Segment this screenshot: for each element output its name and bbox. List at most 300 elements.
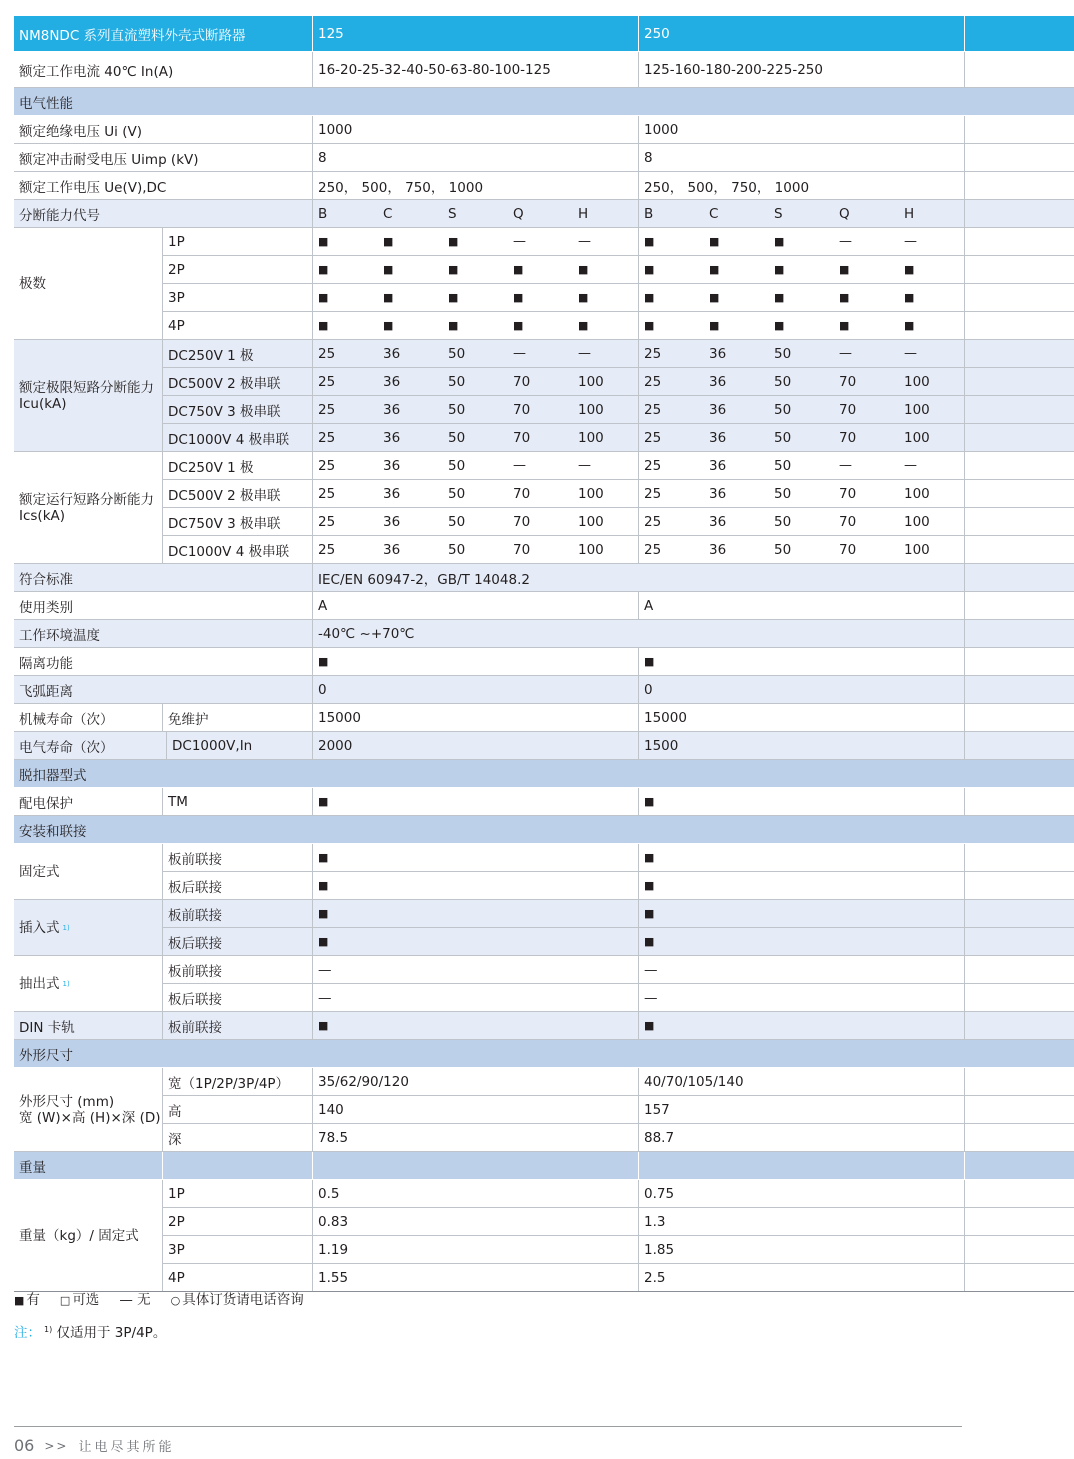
icu-dc750-row-cell-10: 100 (904, 401, 930, 418)
uimp-row-cell-3 (964, 144, 1074, 171)
pole-1p-row-cell-3: ■ (448, 235, 459, 248)
dims-depth-row-cell-0: 深 (162, 1124, 312, 1151)
weight-2p-row-cell-2: 1.3 (638, 1208, 964, 1235)
withdraw-front-row-cell-2: — (638, 956, 964, 983)
ics-dc750-row-cell-7: 36 (709, 513, 727, 530)
icu-dc1000-row-cell-7: 36 (709, 429, 727, 446)
footer-divider (14, 1426, 962, 1427)
ics-dc1000-row-cell-4: 70 (513, 541, 531, 558)
dims-width-row-cell-0: 宽（1P/2P/3P/4P） (162, 1068, 312, 1095)
icu-dc500-row-cell-4: 70 (513, 373, 531, 390)
plugin-front-row-cell-0: 板前联接 (162, 900, 312, 927)
legend-yes-label: 有 (26, 1292, 40, 1308)
pole-4p-row-cell-10: ■ (904, 319, 915, 332)
breaking-code-row-cell-3: S (448, 205, 457, 222)
pole-3p-row-cell-10: ■ (904, 291, 915, 304)
footnote-ref: 1) (62, 979, 70, 988)
ics-dc500-row-cell-7: 36 (709, 485, 727, 502)
breaking-code-row-cell-0: 分断能力代号 (19, 207, 100, 224)
icu-dc1000-row-cell-0: DC1000V 4 极串联 (162, 424, 312, 451)
fixed-rear-row-cell-1: ■ (312, 872, 638, 899)
ue-row-cell-0: 额定工作电压 Ue(V),DC (19, 179, 167, 196)
dims-height-row-cell-1: 140 (312, 1096, 638, 1123)
ics-dc1000-row-cell-7: 36 (709, 541, 727, 558)
arc-row-cell-1: 0 (312, 676, 638, 703)
ics-dc250-row-cell-1: 25 (312, 452, 378, 479)
legend-optional-label: 可选 (72, 1292, 100, 1308)
isolation-row-cell-1: ■ (312, 648, 638, 675)
pole-1p-row-cell-6: ■ (638, 228, 704, 255)
isolation-row-cell-0: 隔离功能 (19, 655, 73, 672)
icu-dc250-row-cell-4: — (513, 346, 526, 361)
circle-icon: ○ (170, 1294, 181, 1307)
dims-depth-row-cell-1: 78.5 (312, 1124, 638, 1151)
icu-dc500-row-cell-5: 100 (578, 373, 604, 390)
ics-dc750-row-cell-3: 50 (448, 513, 466, 530)
weight-3p-row-cell-0: 3P (162, 1236, 312, 1263)
icu-dc500-row-cell-7: 36 (709, 373, 727, 390)
withdraw-rear-row (14, 984, 1074, 1012)
ics-dc250-row-cell-6: 25 (638, 452, 704, 479)
dims-width-row-cell-1: 35/62/90/120 (312, 1068, 638, 1095)
ics-dc250-row-cell-5: — (578, 458, 591, 473)
ics-dc250-row-cell-9: — (839, 458, 852, 473)
filled-square-icon: ■ (14, 1294, 25, 1307)
withdraw-rear-row-cell-3 (964, 984, 1074, 1011)
footnote-text: 仅适用于 3P/4P。 (56, 1325, 167, 1341)
standard-row-cell-1: IEC/EN 60947-2，GB/T 14048.2 (312, 564, 964, 591)
ics-dc1000-row (14, 536, 1074, 564)
icu-dc250-row-cell-7: 36 (709, 345, 727, 362)
pole-3p-row-cell-8: ■ (774, 291, 785, 304)
pole-2p-row-cell-5: ■ (578, 263, 589, 276)
pole-4p-row-cell-3: ■ (448, 319, 459, 332)
pole-4p-row-cell-8: ■ (774, 319, 785, 332)
dims-group-label-line-1: 外形尺寸 (mm) (19, 1093, 115, 1110)
ics-dc1000-row-cell-11 (964, 536, 1074, 563)
standard-row-cell-2 (964, 564, 1074, 591)
legend-yes (14, 1288, 40, 1308)
fixed-rear-row-cell-3 (964, 872, 1074, 899)
pole-3p-row-cell-2: ■ (383, 291, 394, 304)
pole-1p-row-cell-4: — (513, 234, 526, 249)
ics-dc1000-row-cell-0: DC1000V 4 极串联 (162, 536, 312, 563)
weight-group-label (14, 1180, 162, 1291)
dims-height-row-cell-3 (964, 1096, 1074, 1123)
ics-dc250-row-cell-11 (964, 452, 1074, 479)
breaking-code-row-cell-9: Q (839, 205, 850, 222)
breaking-code-row-cell-10: H (904, 205, 915, 222)
plugin-front-row-cell-1: ■ (312, 900, 638, 927)
dash-icon: — (119, 1292, 133, 1308)
weight-1p-row-cell-2: 0.75 (638, 1180, 964, 1207)
uimp-row (14, 144, 1074, 172)
icu-dc250-row-cell-5: — (578, 346, 591, 361)
elec-life-row-cell-2: 2000 (312, 732, 638, 759)
legend-none (119, 1288, 150, 1308)
dims-height-row-cell-2: 157 (638, 1096, 964, 1123)
header-row-cell-1: 125 (312, 16, 638, 51)
breaking-code-row-cell-6: B (638, 200, 704, 227)
plugin-rear-row-cell-0: 板后联接 (162, 928, 312, 955)
ics-dc250-row-cell-3: 50 (448, 457, 466, 474)
breaking-code-row-cell-2: C (383, 205, 393, 222)
section-trip-cell-0: 脱扣器型式 (19, 767, 87, 784)
icu-dc750-row-cell-5: 100 (578, 401, 604, 418)
standard-row-cell-0: 符合标准 (19, 571, 73, 588)
poles-group-label (14, 228, 162, 339)
breaking-code-row-cell-5: H (578, 205, 589, 222)
icu-dc250-row-cell-1: 25 (312, 340, 378, 367)
breaking-code-row-cell-1: B (312, 200, 378, 227)
pole-3p-row-cell-7: ■ (709, 291, 720, 304)
pole-2p-row-cell-9: ■ (839, 263, 850, 276)
pole-2p-row-cell-2: ■ (383, 263, 394, 276)
icu-dc500-row-cell-6: 25 (638, 368, 704, 395)
arc-row (14, 676, 1074, 704)
category-row-cell-2: A (638, 592, 964, 619)
icu-dc750-row-cell-6: 25 (638, 396, 704, 423)
pole-2p-row (14, 256, 1074, 284)
pole-3p-row-cell-5: ■ (578, 291, 589, 304)
pole-3p-row-cell-4: ■ (513, 291, 524, 304)
rated-current-row-cell-2: 125-160-180-200-225-250 (638, 52, 964, 87)
arc-row-cell-0: 飞弧距离 (19, 683, 73, 700)
weight-2p-row-cell-1: 0.83 (312, 1208, 638, 1235)
icu-dc750-row-cell-8: 50 (774, 401, 792, 418)
mech-life-row-cell-0: 机械寿命（次） (19, 711, 114, 728)
weight-3p-row-cell-3 (964, 1236, 1074, 1263)
fixed-rear-row-cell-0: 板后联接 (162, 872, 312, 899)
isolation-row (14, 648, 1074, 676)
icu-dc750-row-cell-9: 70 (839, 401, 857, 418)
page-footer (14, 1436, 174, 1455)
ue-row-cell-2: 250， 500， 750， 1000 (638, 172, 964, 199)
pole-4p-row-cell-2: ■ (383, 319, 394, 332)
ics-dc250-row-cell-8: 50 (774, 457, 792, 474)
weight-3p-row (14, 1236, 1074, 1264)
ics-dc1000-row-cell-10: 100 (904, 541, 930, 558)
section-weight-cell-1 (162, 1152, 312, 1179)
legend-inquire-label: 具体订货请电话咨询 (182, 1292, 304, 1308)
ue-row (14, 172, 1074, 200)
icu-dc1000-row-cell-10: 100 (904, 429, 930, 446)
category-row (14, 592, 1074, 620)
weight-2p-row (14, 1208, 1074, 1236)
pole-1p-row-cell-11 (964, 228, 1074, 255)
mech-life-row-cell-4 (964, 704, 1074, 731)
ics-dc750-row-cell-6: 25 (638, 508, 704, 535)
ics-dc500-row-cell-4: 70 (513, 485, 531, 502)
icu-dc250-row-cell-6: 25 (638, 340, 704, 367)
pole-4p-row (14, 312, 1074, 340)
din-row-cell-4 (964, 1012, 1074, 1039)
rated-current-row (14, 52, 1074, 88)
withdraw-group-label-text: 抽出式 (19, 975, 60, 992)
withdraw-front-row-cell-1: — (312, 956, 638, 983)
ics-dc750-row (14, 508, 1074, 536)
plugin-front-row (14, 900, 1074, 936)
ics-dc500-row-cell-3: 50 (448, 485, 466, 502)
temp-row-cell-2 (964, 620, 1074, 647)
icu-dc500-row-cell-3: 50 (448, 373, 466, 390)
ics-dc250-row-cell-2: 36 (383, 457, 401, 474)
ics-group-label-text: 额定运行短路分断能力 Ics(kA) (19, 491, 154, 524)
ui-row-cell-2: 1000 (638, 116, 964, 143)
temp-row-cell-1: -40℃ ~+70℃ (312, 620, 964, 647)
weight-3p-row-cell-2: 1.85 (638, 1236, 964, 1263)
slogan: 让电尽其所能 (78, 1440, 175, 1455)
withdraw-front-row-cell-3 (964, 956, 1074, 983)
icu-dc750-row-cell-3: 50 (448, 401, 466, 418)
isolation-row-cell-3 (964, 648, 1074, 675)
plugin-front-row-cell-3 (964, 900, 1074, 927)
legend (14, 1288, 304, 1308)
pole-4p-row-cell-1: ■ (312, 312, 378, 339)
icu-dc500-row-cell-1: 25 (312, 368, 378, 395)
category-row-cell-1: A (312, 592, 638, 619)
mech-life-row-cell-1: 免维护 (162, 704, 312, 731)
weight-4p-row-cell-0: 4P (162, 1264, 312, 1291)
mech-life-row-cell-3: 15000 (638, 704, 964, 731)
ics-dc500-row-cell-0: DC500V 2 极串联 (162, 480, 312, 507)
dims-group-label-line-2: 宽 (W)×高 (H)×深 (D) (19, 1109, 161, 1126)
ics-dc500-row-cell-9: 70 (839, 485, 857, 502)
icu-dc1000-row-cell-6: 25 (638, 424, 704, 451)
withdraw-group-label (14, 956, 162, 1011)
dims-width-row-cell-2: 40/70/105/140 (638, 1068, 964, 1095)
pole-3p-row-cell-11 (964, 284, 1074, 311)
weight-group-label-text: 重量（kg）/ 固定式 (19, 1227, 139, 1244)
dims-width-row-cell-3 (964, 1068, 1074, 1095)
legend-optional (60, 1288, 99, 1308)
ics-dc750-row-cell-4: 70 (513, 513, 531, 530)
ics-dc500-row-cell-8: 50 (774, 485, 792, 502)
icu-dc1000-row-cell-5: 100 (578, 429, 604, 446)
fixed-front-row-cell-3 (964, 844, 1074, 871)
icu-dc1000-row-cell-8: 50 (774, 429, 792, 446)
ui-row-cell-0: 额定绝缘电压 Ui (V) (19, 123, 142, 140)
fixed-front-row (14, 844, 1074, 880)
section-electrical-cell-0: 电气性能 (19, 95, 73, 112)
icu-dc1000-row-cell-1: 25 (312, 424, 378, 451)
section-weight-cell-4 (964, 1152, 1074, 1179)
fixed-rear-row (14, 872, 1074, 900)
icu-dc1000-row-cell-9: 70 (839, 429, 857, 446)
legend-inquire (171, 1288, 304, 1308)
fixed-group-label-text: 固定式 (19, 863, 60, 880)
dims-depth-row-cell-3 (964, 1124, 1074, 1151)
pole-1p-row-cell-0: 1P (162, 228, 312, 255)
mech-life-row (14, 704, 1074, 732)
dist-row-cell-2: ■ (312, 788, 638, 815)
breaking-code-row-cell-8: S (774, 205, 783, 222)
icu-dc500-row-cell-11 (964, 368, 1074, 395)
withdraw-front-row (14, 956, 1074, 992)
dist-row-cell-3: ■ (638, 788, 964, 815)
icu-dc750-row-cell-4: 70 (513, 401, 531, 418)
ics-dc1000-row-cell-2: 36 (383, 541, 401, 558)
fixed-group-label (14, 844, 162, 899)
icu-dc1000-row-cell-3: 50 (448, 429, 466, 446)
icu-dc500-row-cell-8: 50 (774, 373, 792, 390)
weight-2p-row-cell-3 (964, 1208, 1074, 1235)
pole-4p-row-cell-4: ■ (513, 319, 524, 332)
rated-current-row-cell-1: 16-20-25-32-40-50-63-80-100-125 (312, 52, 638, 87)
ics-dc1000-row-cell-5: 100 (578, 541, 604, 558)
ics-dc750-row-cell-9: 70 (839, 513, 857, 530)
pole-3p-row-cell-0: 3P (162, 284, 312, 311)
elec-life-row-cell-4 (964, 732, 1074, 759)
fixed-front-row-cell-1: ■ (312, 844, 638, 871)
icu-dc250-row-cell-9: — (839, 346, 852, 361)
ui-row-cell-1: 1000 (312, 116, 638, 143)
dims-height-row-cell-0: 高 (162, 1096, 312, 1123)
breaking-code-row-cell-7: C (709, 205, 719, 222)
pole-1p-row-cell-8: ■ (774, 235, 785, 248)
dims-depth-row-cell-2: 88.7 (638, 1124, 964, 1151)
pole-1p-row-cell-7: ■ (709, 235, 720, 248)
ics-dc500-row-cell-2: 36 (383, 485, 401, 502)
icu-dc250-row-cell-11 (964, 340, 1074, 367)
weight-4p-row-cell-1: 1.55 (312, 1264, 638, 1291)
dist-row (14, 788, 1074, 816)
weight-1p-row-cell-1: 0.5 (312, 1180, 638, 1207)
din-row (14, 1012, 1074, 1040)
weight-1p-row-cell-3 (964, 1180, 1074, 1207)
ics-dc750-row-cell-1: 25 (312, 508, 378, 535)
pole-2p-row-cell-6: ■ (638, 256, 704, 283)
plugin-rear-row (14, 928, 1074, 956)
header-row-cell-0: NM8NDC 系列直流塑料外壳式断路器 (19, 27, 246, 44)
isolation-row-cell-2: ■ (638, 648, 964, 675)
spec-table (14, 16, 1074, 1292)
arc-row-cell-2: 0 (638, 676, 964, 703)
temp-row (14, 620, 1074, 648)
din-row-cell-3: ■ (638, 1012, 964, 1039)
ics-dc1000-row-cell-3: 50 (448, 541, 466, 558)
section-weight (14, 1152, 1074, 1180)
footnote-label: 注： (14, 1325, 41, 1341)
breaking-code-row (14, 200, 1074, 228)
pole-4p-row-cell-7: ■ (709, 319, 720, 332)
dims-depth-row (14, 1124, 1074, 1152)
weight-1p-row-cell-0: 1P (162, 1180, 312, 1207)
elec-life-row-cell-0: 电气寿命（次） (19, 739, 114, 756)
elec-life-row-cell-1: DC1000V,In (166, 732, 312, 759)
fixed-front-row-cell-0: 板前联接 (162, 844, 312, 871)
ui-row-cell-3 (964, 116, 1074, 143)
din-row-cell-2: ■ (312, 1012, 638, 1039)
pole-3p-row-cell-6: ■ (638, 284, 704, 311)
ics-dc250-row-cell-0: DC250V 1 极 (162, 452, 312, 479)
footnote (14, 1321, 166, 1341)
category-row-cell-0: 使用类别 (19, 599, 73, 616)
section-weight-cell-0: 重量 (19, 1159, 46, 1176)
plugin-rear-row-cell-3 (964, 928, 1074, 955)
ics-dc250-row-cell-10: — (904, 458, 917, 473)
arrows-icon: >> (44, 1438, 69, 1453)
pole-2p-row-cell-1: ■ (312, 256, 378, 283)
footnote-ref: 1) (62, 923, 70, 932)
uimp-row-cell-2: 8 (638, 144, 964, 171)
pole-4p-row-cell-11 (964, 312, 1074, 339)
dist-row-cell-1: TM (162, 788, 312, 815)
pole-2p-row-cell-0: 2P (162, 256, 312, 283)
ics-dc500-row-cell-10: 100 (904, 485, 930, 502)
ics-dc250-row-cell-7: 36 (709, 457, 727, 474)
din-row-cell-0: DIN 卡轨 (19, 1019, 75, 1036)
pole-4p-row-cell-9: ■ (839, 319, 850, 332)
icu-dc250-row-cell-3: 50 (448, 345, 466, 362)
pole-2p-row-cell-10: ■ (904, 263, 915, 276)
withdraw-rear-row-cell-2: — (638, 984, 964, 1011)
section-dims-cell-0: 外形尺寸 (19, 1047, 73, 1064)
weight-2p-row-cell-0: 2P (162, 1208, 312, 1235)
icu-dc1000-row-cell-2: 36 (383, 429, 401, 446)
icu-group-label (14, 340, 162, 451)
withdraw-front-row-cell-0: 板前联接 (162, 956, 312, 983)
weight-4p-row-cell-2: 2.5 (638, 1264, 964, 1291)
footnote-ref: 1) (44, 1324, 53, 1334)
section-weight-cell-3 (638, 1152, 964, 1179)
ics-dc500-row-cell-5: 100 (578, 485, 604, 502)
temp-row-cell-0: 工作环境温度 (19, 627, 100, 644)
ics-dc1000-row-cell-6: 25 (638, 536, 704, 563)
ui-row (14, 116, 1074, 144)
icu-dc750-row-cell-1: 25 (312, 396, 378, 423)
rated-current-row-cell-3 (964, 52, 1074, 87)
icu-dc500-row-cell-10: 100 (904, 373, 930, 390)
pole-2p-row-cell-4: ■ (513, 263, 524, 276)
ics-dc750-row-cell-10: 100 (904, 513, 930, 530)
section-trip (14, 760, 1074, 788)
icu-dc500-row-cell-2: 36 (383, 373, 401, 390)
icu-dc750-row-cell-11 (964, 396, 1074, 423)
plugin-rear-row-cell-2: ■ (638, 928, 964, 955)
icu-dc750-row-cell-0: DC750V 3 极串联 (162, 396, 312, 423)
pole-1p-row-cell-2: ■ (383, 235, 394, 248)
page-number: 06 (14, 1436, 35, 1455)
pole-1p-row-cell-1: ■ (312, 228, 378, 255)
header-row (14, 16, 1074, 52)
legend-none-label: 无 (137, 1292, 151, 1308)
ics-dc1000-row-cell-8: 50 (774, 541, 792, 558)
pole-3p-row-cell-3: ■ (448, 291, 459, 304)
plugin-group-label (14, 900, 162, 955)
breaking-code-row-cell-11 (964, 200, 1074, 227)
plugin-front-row-cell-2: ■ (638, 900, 964, 927)
icu-dc1000-row-cell-11 (964, 424, 1074, 451)
icu-dc250-row-cell-0: DC250V 1 极 (162, 340, 312, 367)
ue-row-cell-3 (964, 172, 1074, 199)
icu-dc750-row-cell-7: 36 (709, 401, 727, 418)
plugin-group-label-text: 插入式 (19, 919, 60, 936)
ics-dc1000-row-cell-9: 70 (839, 541, 857, 558)
pole-2p-row-cell-3: ■ (448, 263, 459, 276)
pole-2p-row-cell-8: ■ (774, 263, 785, 276)
poles-group-label-text: 极数 (19, 275, 46, 292)
ics-dc500-row (14, 480, 1074, 508)
fixed-front-row-cell-2: ■ (638, 844, 964, 871)
ics-dc750-row-cell-11 (964, 508, 1074, 535)
pole-2p-row-cell-11 (964, 256, 1074, 283)
ics-group-label (14, 452, 162, 563)
empty-square-icon: □ (59, 1294, 71, 1307)
rated-current-row-cell-0: 额定工作电流 40℃ In(A) (19, 63, 174, 80)
ics-dc1000-row-cell-1: 25 (312, 536, 378, 563)
ics-dc500-row-cell-6: 25 (638, 480, 704, 507)
